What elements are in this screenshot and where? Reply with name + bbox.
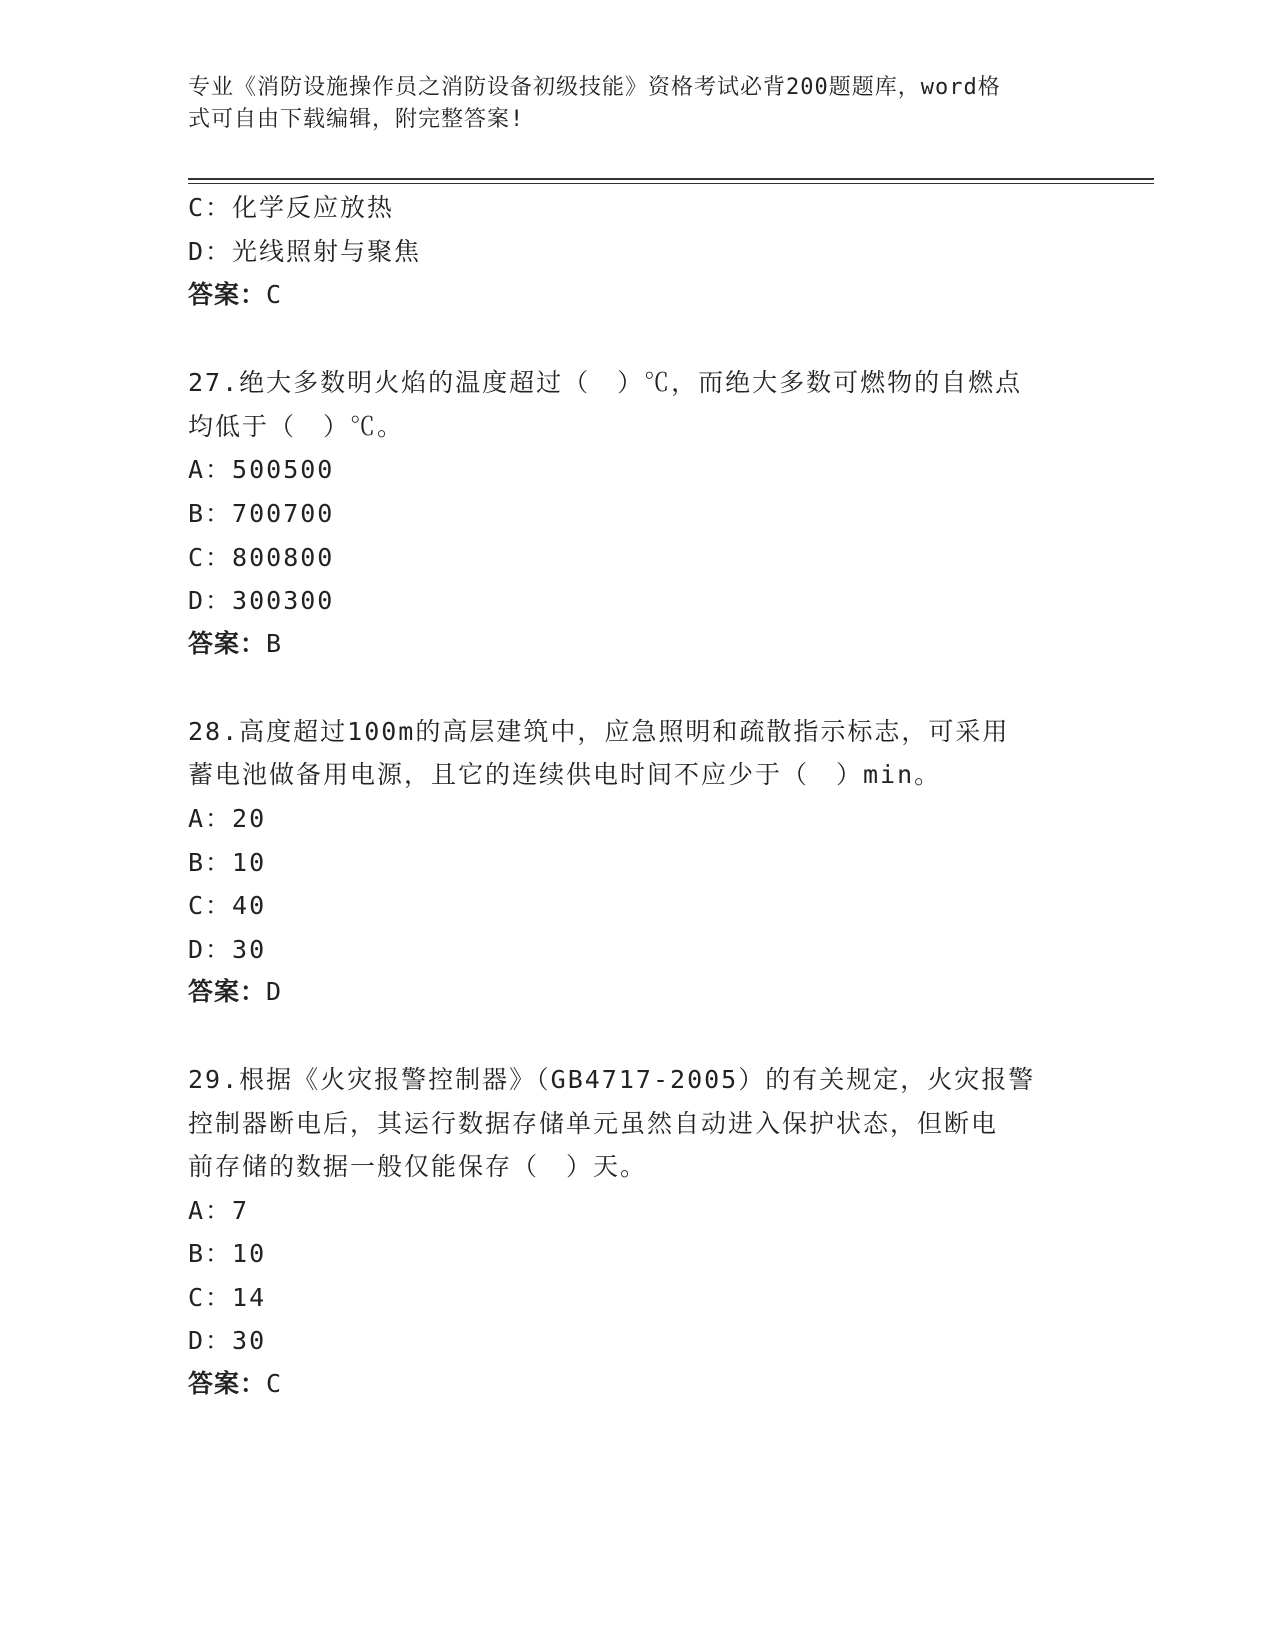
q28-answer: [188, 976, 281, 1008]
q28-option-b: B：10: [188, 848, 267, 877]
q27-option-b: B：700700: [188, 499, 335, 528]
q29-stem-line-1: 29.根据《火灾报警控制器》（GB4717-2005）的有关规定，火灾报警: [188, 1065, 1036, 1094]
answer-value: C: [266, 1369, 282, 1398]
answer-label: 答案：: [188, 629, 267, 658]
q29-stem-line-2: 控制器断电后，其运行数据存储单元虽然自动进入保护状态，但断电: [188, 1109, 999, 1138]
q27-option-a: A：500500: [188, 455, 335, 484]
q29-option-c: C：14: [188, 1283, 267, 1312]
q28-option-a: A：20: [188, 804, 267, 833]
q27-stem-line-2: 均低于（ ）℃。: [188, 412, 405, 441]
q26-option-c: C：化学反应放热: [188, 193, 395, 222]
header-line-1: 专业《消防设施操作员之消防设备初级技能》资格考试必背200题题库，word格: [188, 75, 1001, 100]
q28-stem-line-1: 28.高度超过100m的高层建筑中，应急照明和疏散指示标志，可采用: [188, 717, 1010, 746]
q29-stem-line-3: 前存储的数据一般仅能保存（ ）天。: [188, 1152, 648, 1181]
q29-option-d: D：30: [188, 1326, 267, 1355]
answer-label: 答案：: [188, 280, 267, 309]
answer-label: 答案：: [188, 1369, 267, 1398]
q28-stem-line-2: 蓄电池做备用电源，且它的连续供电时间不应少于（ ）min。: [188, 760, 942, 789]
document-header: [188, 72, 1088, 136]
q26-option-d: D：光线照射与聚焦: [188, 237, 422, 266]
q27-option-d: D：300300: [188, 586, 335, 615]
q29-answer: [188, 1368, 281, 1400]
q29-option-a: A：7: [188, 1196, 250, 1225]
header-line-2: 式可自由下载编辑，附完整答案!: [188, 107, 525, 132]
header-divider-thin: [188, 183, 1154, 184]
answer-value: B: [266, 629, 282, 658]
q27-stem-line-1: 27.绝大多数明火焰的温度超过（ ）℃，而绝大多数可燃物的自燃点: [188, 368, 1023, 397]
answer-value: D: [266, 977, 282, 1006]
answer-value: C: [266, 280, 282, 309]
q27-option-c: C：800800: [188, 543, 335, 572]
q29-option-b: B：10: [188, 1239, 267, 1268]
answer-label: 答案：: [188, 977, 267, 1006]
q27-answer: [188, 628, 281, 660]
q26-answer: [188, 279, 281, 311]
q28-option-c: C：40: [188, 891, 267, 920]
q28-option-d: D：30: [188, 935, 267, 964]
header-divider-thick: [188, 178, 1154, 180]
